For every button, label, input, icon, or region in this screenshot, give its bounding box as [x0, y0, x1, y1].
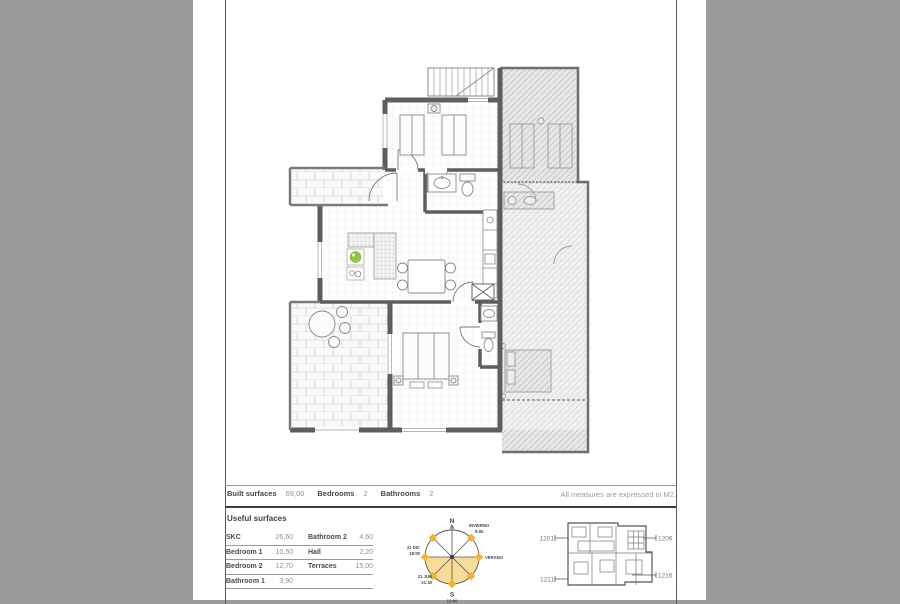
room-value: 12,70 [275, 563, 293, 571]
jun-time: 21:30 [421, 580, 432, 585]
induction-hob-icon [347, 249, 364, 280]
south-time: 12:00 [446, 598, 458, 604]
room-value: 3,90 [279, 578, 293, 586]
room-label: SKC [226, 534, 241, 542]
key-plan-outline [568, 523, 652, 585]
table-row [226, 531, 373, 546]
divider-top [225, 485, 676, 486]
room-label: Bedroom 2 [226, 563, 263, 571]
neighbor-unit [500, 68, 588, 452]
compass-rose [395, 512, 515, 604]
bathrooms-label: Bathrooms [380, 489, 421, 498]
compass-south-label: S [449, 591, 455, 599]
unit-label-1211: 1211 [540, 576, 554, 584]
room-label: Hall [308, 548, 321, 556]
invierno-label: INVIERNO [469, 523, 490, 528]
page-border-left [225, 0, 226, 604]
verano-label: VERANO [485, 555, 503, 560]
bathrooms-value: 2 [429, 489, 434, 498]
room-value: 2,20 [359, 548, 373, 556]
divider-mid [225, 506, 676, 508]
table-row [226, 575, 373, 590]
jun-label: 21 JUN [417, 574, 432, 579]
built-surfaces-label: Built surfaces [227, 489, 277, 498]
table-row [226, 546, 373, 561]
dic-time: 18:00 [409, 551, 420, 556]
room-value: 4,60 [359, 534, 373, 542]
measures-note: All measures are expressed in M2. [560, 490, 676, 499]
room-label: Terraces [308, 563, 337, 571]
room-value: 10,50 [275, 548, 293, 556]
room-label: Bedroom 1 [226, 548, 263, 556]
table-row [226, 560, 373, 575]
room-value: 15,00 [355, 563, 373, 571]
unit-label-1201: 1201 [539, 535, 554, 543]
dic-label: 21 DIC [406, 545, 420, 550]
unit-label-1216: 1216 [658, 572, 673, 580]
stairs [428, 68, 494, 96]
floor-plan-svg [288, 60, 592, 456]
invierno-time: 9:00 [475, 529, 484, 534]
summary-bar [227, 489, 446, 498]
bedrooms-label: Bedrooms [317, 489, 355, 498]
unit-label-1206: 1206 [658, 535, 673, 543]
useful-surfaces-title: Useful surfaces [227, 514, 287, 523]
useful-surfaces-table [226, 531, 373, 589]
compass-north-label: N [449, 518, 455, 525]
room-value: 26,60 [275, 534, 293, 542]
key-plan [528, 514, 684, 600]
built-surfaces-value: 69,00 [285, 489, 305, 498]
room-label: Bathroom 2 [308, 534, 347, 542]
room-label: Bathroom 1 [226, 578, 265, 586]
bedrooms-value: 2 [363, 489, 368, 498]
